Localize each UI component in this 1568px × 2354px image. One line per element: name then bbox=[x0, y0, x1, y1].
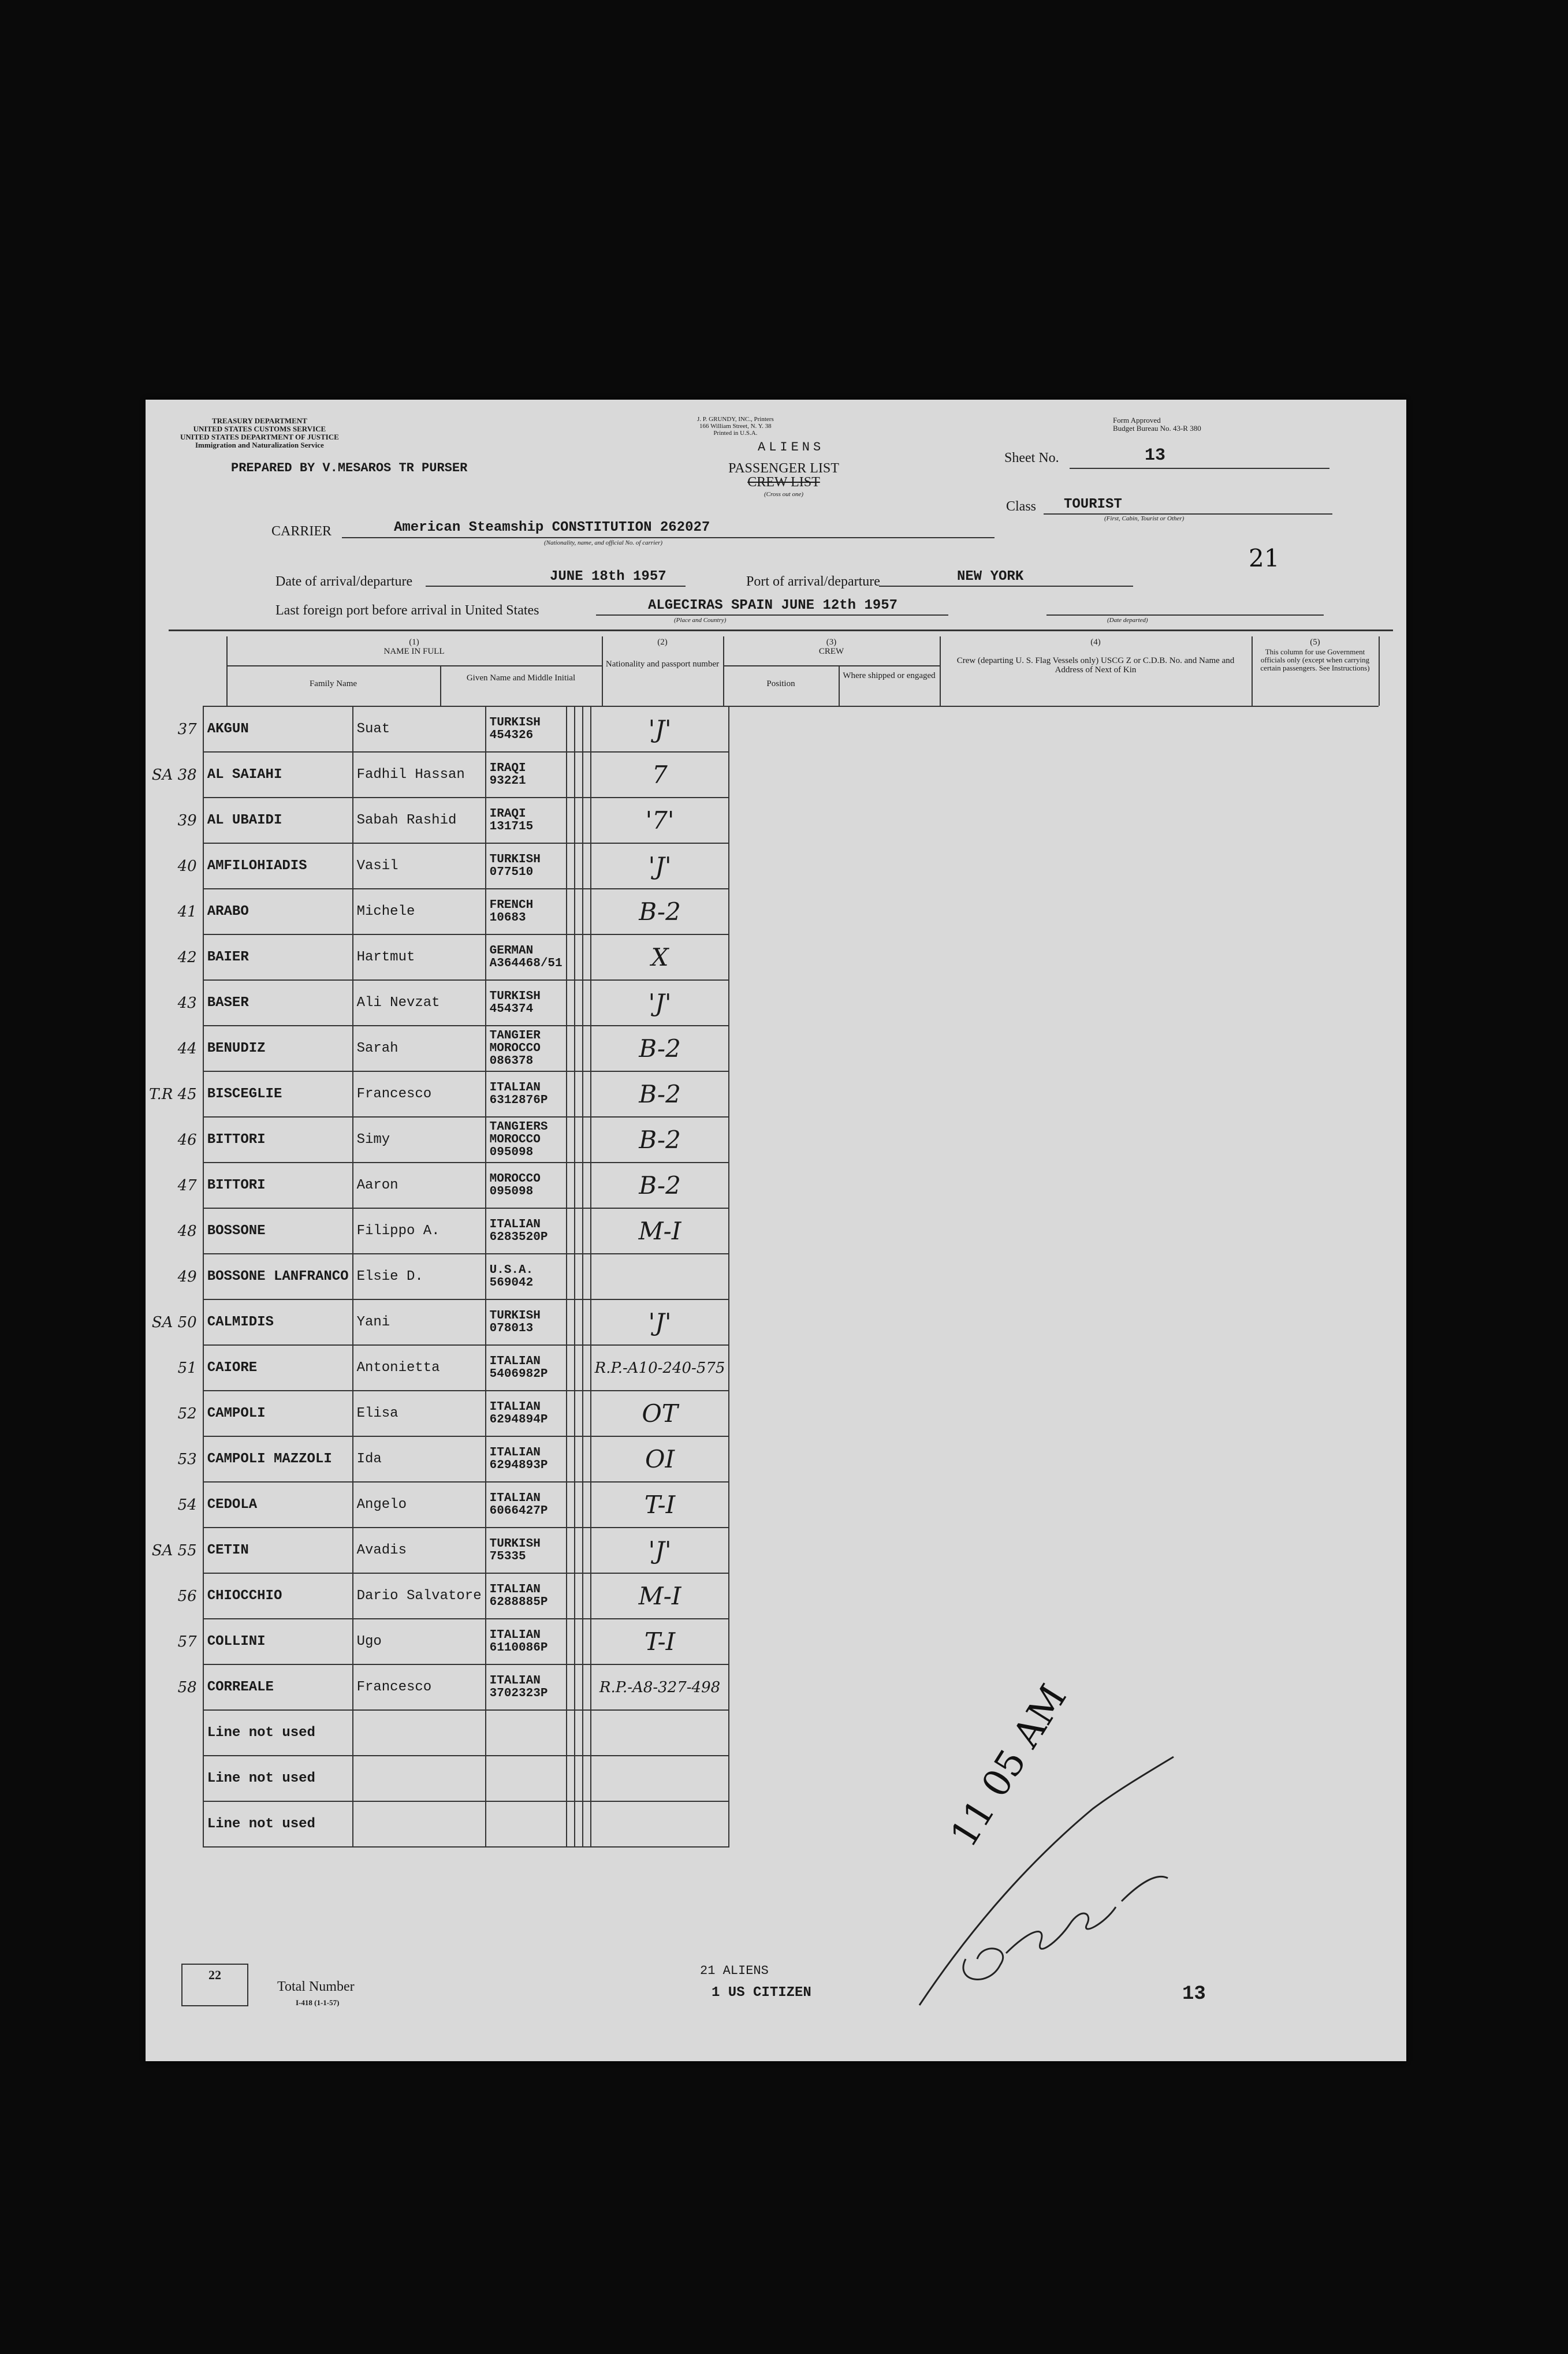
crew-next-of-kin bbox=[583, 1345, 591, 1391]
nationality-passport: TURKISH 75335 bbox=[486, 1528, 567, 1573]
crew-position bbox=[567, 798, 575, 843]
crew-next-of-kin bbox=[583, 1619, 591, 1664]
citizens-count: 1 US CITIZEN bbox=[712, 1985, 811, 2001]
printer-line: J. P. GRUNDY, INC., Printers bbox=[697, 416, 774, 423]
crew-shipped bbox=[575, 889, 583, 934]
given-name bbox=[353, 1756, 486, 1801]
agency-line: UNITED STATES DEPARTMENT OF JUSTICE bbox=[180, 433, 339, 441]
passenger-list-sheet bbox=[146, 400, 1406, 2061]
nationality-passport: TURKISH 077510 bbox=[486, 843, 567, 889]
official-notation: 'J' bbox=[591, 1299, 729, 1345]
official-notation: T-I bbox=[591, 1482, 729, 1528]
handwritten-number: 21 bbox=[1249, 544, 1280, 572]
crew-next-of-kin bbox=[583, 1299, 591, 1345]
last-port-label: Last foreign port before arrival in United States bbox=[275, 603, 539, 618]
nationality-passport: FRENCH 10683 bbox=[486, 889, 567, 934]
family-name: CAMPOLI bbox=[203, 1391, 353, 1436]
nationality-passport: ITALIAN 3702323P bbox=[486, 1664, 567, 1710]
crew-next-of-kin bbox=[583, 1756, 591, 1801]
crew-next-of-kin bbox=[583, 1573, 591, 1619]
family-name: BISCEGLIE bbox=[203, 1071, 353, 1117]
given-name: Ugo bbox=[353, 1619, 486, 1664]
total-label: Total Number bbox=[277, 1979, 355, 1994]
official-notation bbox=[591, 1756, 729, 1801]
line-number: 57 bbox=[146, 1619, 203, 1664]
crew-shipped bbox=[575, 1573, 583, 1619]
line-number: SA 55 bbox=[146, 1528, 203, 1573]
nationality-passport: ITALIAN 6283520P bbox=[486, 1208, 567, 1254]
table-row bbox=[146, 1528, 729, 1573]
nationality-passport: IRAQI 131715 bbox=[486, 798, 567, 843]
line-number: 37 bbox=[146, 706, 203, 752]
crew-position bbox=[567, 1619, 575, 1664]
nationality-passport: TURKISH 454326 bbox=[486, 706, 567, 752]
family-name: CALMIDIS bbox=[203, 1299, 353, 1345]
crew-next-of-kin bbox=[583, 889, 591, 934]
given-name: Sarah bbox=[353, 1026, 486, 1071]
official-notation: T-I bbox=[591, 1619, 729, 1664]
position-heading: Position bbox=[766, 679, 795, 688]
crew-shipped bbox=[575, 1756, 583, 1801]
family-name: Line not used bbox=[203, 1801, 353, 1847]
official-notation bbox=[591, 1801, 729, 1847]
line-number: 52 bbox=[146, 1391, 203, 1436]
line-number: 54 bbox=[146, 1482, 203, 1528]
crew-shipped bbox=[575, 1710, 583, 1756]
official-notation: B-2 bbox=[591, 1071, 729, 1117]
crew-shipped bbox=[575, 980, 583, 1026]
carrier-note: (Nationality, name, and official No. of carrier) bbox=[544, 539, 663, 546]
table-row bbox=[146, 1071, 729, 1117]
nationality-passport: TURKISH 454374 bbox=[486, 980, 567, 1026]
class-label: Class bbox=[1006, 499, 1037, 514]
nationality-passport: TANGIERS MOROCCO 095098 bbox=[486, 1117, 567, 1163]
aliens-count: 21 ALIENS bbox=[700, 1964, 769, 1978]
table-row bbox=[146, 1026, 729, 1071]
table-row bbox=[146, 1664, 729, 1710]
official-notation: M-I bbox=[591, 1208, 729, 1254]
arrival-label: Date of arrival/departure bbox=[275, 574, 413, 589]
official-notation: 'J' bbox=[591, 1528, 729, 1573]
crew-position bbox=[567, 1710, 575, 1756]
table-row bbox=[146, 798, 729, 843]
given-name: Aaron bbox=[353, 1163, 486, 1208]
agency-line: Immigration and Naturalization Service bbox=[195, 441, 324, 449]
line-number: 53 bbox=[146, 1436, 203, 1482]
carrier-label: CARRIER bbox=[271, 524, 332, 539]
nationality-passport: ITALIAN 6294894P bbox=[486, 1391, 567, 1436]
table-row bbox=[146, 752, 729, 798]
crew-position bbox=[567, 1482, 575, 1528]
family-name: BENUDIZ bbox=[203, 1026, 353, 1071]
family-name: BOSSONE bbox=[203, 1208, 353, 1254]
family-name: CETIN bbox=[203, 1528, 353, 1573]
given-name: Vasil bbox=[353, 843, 486, 889]
crew-next-of-kin bbox=[583, 752, 591, 798]
list-type-passenger: PASSENGER LIST bbox=[728, 461, 839, 476]
line-number: 48 bbox=[146, 1208, 203, 1254]
nationality-passport: ITALIAN 6110086P bbox=[486, 1619, 567, 1664]
table-row bbox=[146, 1208, 729, 1254]
crew-position bbox=[567, 1117, 575, 1163]
crew-next-of-kin bbox=[583, 1391, 591, 1436]
family-name: CORREALE bbox=[203, 1664, 353, 1710]
line-number: T.R 45 bbox=[146, 1071, 203, 1117]
official-notation: R.P.-A8-327-498 bbox=[591, 1664, 729, 1710]
crew-position bbox=[567, 1436, 575, 1482]
printer-block bbox=[697, 416, 774, 437]
crew-note-heading: Crew (departing U. S. Flag Vessels only) USCG Z or C.D.B. No. and Name and Address of Next of Kin bbox=[956, 656, 1235, 675]
crew-shipped bbox=[575, 706, 583, 752]
crew-next-of-kin bbox=[583, 1071, 591, 1117]
table-row bbox=[146, 843, 729, 889]
official-notation: B-2 bbox=[591, 889, 729, 934]
given-name: Ida bbox=[353, 1436, 486, 1482]
crew-position bbox=[567, 1071, 575, 1117]
table-row bbox=[146, 1801, 729, 1847]
crew-shipped bbox=[575, 1345, 583, 1391]
port-label: Port of arrival/departure bbox=[746, 574, 880, 589]
nationality-passport: GERMAN A364468/51 bbox=[486, 934, 567, 980]
given-name: Angelo bbox=[353, 1482, 486, 1528]
line-number: 42 bbox=[146, 934, 203, 980]
last-port-value: ALGECIRAS SPAIN JUNE 12th 1957 bbox=[648, 598, 898, 613]
table-row bbox=[146, 1710, 729, 1756]
list-type-crew: CREW LIST bbox=[747, 475, 820, 490]
nationality-passport: ITALIAN 6294893P bbox=[486, 1436, 567, 1482]
line-number: 47 bbox=[146, 1163, 203, 1208]
line-number: SA 38 bbox=[146, 752, 203, 798]
nationality-heading: Nationality and passport number bbox=[605, 660, 720, 669]
nationality-passport: ITALIAN 6312876P bbox=[486, 1071, 567, 1117]
table-row bbox=[146, 1391, 729, 1436]
official-notation: B-2 bbox=[591, 1026, 729, 1071]
col2-number: (2) bbox=[657, 638, 668, 647]
shipped-heading: Where shipped or engaged bbox=[843, 671, 936, 680]
given-name: Yani bbox=[353, 1299, 486, 1345]
table-row bbox=[146, 1619, 729, 1664]
table-row bbox=[146, 1117, 729, 1163]
crew-shipped bbox=[575, 1436, 583, 1482]
crew-next-of-kin bbox=[583, 934, 591, 980]
family-name: AKGUN bbox=[203, 706, 353, 752]
crew-heading: CREW bbox=[818, 647, 844, 656]
line-number: 43 bbox=[146, 980, 203, 1026]
crew-position bbox=[567, 1345, 575, 1391]
family-name: AMFILOHIADIS bbox=[203, 843, 353, 889]
nationality-passport bbox=[486, 1710, 567, 1756]
given-heading: Given Name and Middle Initial bbox=[466, 673, 576, 683]
table-row bbox=[146, 934, 729, 980]
crew-next-of-kin bbox=[583, 1482, 591, 1528]
given-name: Dario Salvatore bbox=[353, 1573, 486, 1619]
crew-position bbox=[567, 1801, 575, 1847]
crew-next-of-kin bbox=[583, 1664, 591, 1710]
crew-shipped bbox=[575, 1801, 583, 1847]
given-name: Elisa bbox=[353, 1391, 486, 1436]
form-number: I-418 (1-1-57) bbox=[296, 1998, 340, 2007]
family-heading: Family Name bbox=[309, 679, 357, 688]
class-value: TOURIST bbox=[1064, 497, 1122, 512]
given-name: Filippo A. bbox=[353, 1208, 486, 1254]
crew-position bbox=[567, 934, 575, 980]
total-box: 22 bbox=[181, 1964, 248, 2006]
crew-position bbox=[567, 706, 575, 752]
family-name: CHIOCCHIO bbox=[203, 1573, 353, 1619]
given-name: Suat bbox=[353, 706, 486, 752]
given-name bbox=[353, 1710, 486, 1756]
line-number: 39 bbox=[146, 798, 203, 843]
printer-line: Printed in U.S.A. bbox=[713, 430, 758, 437]
line-number: 44 bbox=[146, 1026, 203, 1071]
given-name: Elsie D. bbox=[353, 1254, 486, 1299]
given-name: Francesco bbox=[353, 1071, 486, 1117]
family-name: CEDOLA bbox=[203, 1482, 353, 1528]
nationality-passport: TANGIER MOROCCO 086378 bbox=[486, 1026, 567, 1071]
crew-shipped bbox=[575, 1299, 583, 1345]
crew-position bbox=[567, 1208, 575, 1254]
crew-next-of-kin bbox=[583, 1710, 591, 1756]
line-number bbox=[146, 1801, 203, 1847]
table-row bbox=[146, 1299, 729, 1345]
crew-next-of-kin bbox=[583, 843, 591, 889]
line-number: 56 bbox=[146, 1573, 203, 1619]
official-notation: '7' bbox=[591, 798, 729, 843]
crew-next-of-kin bbox=[583, 1026, 591, 1071]
crew-shipped bbox=[575, 1117, 583, 1163]
family-name: BITTORI bbox=[203, 1117, 353, 1163]
crew-position bbox=[567, 1254, 575, 1299]
family-name: CAMPOLI MAZZOLI bbox=[203, 1436, 353, 1482]
crew-next-of-kin bbox=[583, 706, 591, 752]
official-notation: 'J' bbox=[591, 980, 729, 1026]
page-number: 13 bbox=[1182, 1983, 1206, 2005]
crew-shipped bbox=[575, 843, 583, 889]
table-row bbox=[146, 889, 729, 934]
crew-next-of-kin bbox=[583, 980, 591, 1026]
crew-position bbox=[567, 1026, 575, 1071]
sheet-number: 13 bbox=[1145, 446, 1166, 465]
nationality-passport: ITALIAN 6066427P bbox=[486, 1482, 567, 1528]
crew-position bbox=[567, 1163, 575, 1208]
crew-position bbox=[567, 843, 575, 889]
aliens-stamp: ALIENS bbox=[758, 440, 825, 455]
port-value: NEW YORK bbox=[957, 569, 1024, 584]
crew-next-of-kin bbox=[583, 1163, 591, 1208]
official-notation: OI bbox=[591, 1436, 729, 1482]
nationality-passport: ITALIAN 5406982P bbox=[486, 1345, 567, 1391]
crew-shipped bbox=[575, 1664, 583, 1710]
family-name: CAIORE bbox=[203, 1345, 353, 1391]
cross-out-note: (Cross out one) bbox=[763, 491, 804, 498]
budget-bureau: Budget Bureau No. 43-R 380 bbox=[1113, 424, 1201, 433]
crew-shipped bbox=[575, 1482, 583, 1528]
nationality-passport bbox=[486, 1801, 567, 1847]
official-notation: B-2 bbox=[591, 1117, 729, 1163]
crew-shipped bbox=[575, 1619, 583, 1664]
given-name: Sabah Rashid bbox=[353, 798, 486, 843]
table-row bbox=[146, 1254, 729, 1299]
line-number: SA 50 bbox=[146, 1299, 203, 1345]
table-row bbox=[146, 706, 729, 752]
official-notation: OT bbox=[591, 1391, 729, 1436]
column-headings bbox=[226, 636, 1381, 706]
gov-note-heading: This column for use Government officials only (except when carrying certain passengers. See Instructions) bbox=[1260, 647, 1370, 672]
crew-next-of-kin bbox=[583, 1117, 591, 1163]
nationality-passport: U.S.A. 569042 bbox=[486, 1254, 567, 1299]
given-name: Simy bbox=[353, 1117, 486, 1163]
crew-next-of-kin bbox=[583, 1801, 591, 1847]
arrival-value: JUNE 18th 1957 bbox=[550, 569, 666, 584]
crew-next-of-kin bbox=[583, 798, 591, 843]
table-row bbox=[146, 1345, 729, 1391]
crew-shipped bbox=[575, 1026, 583, 1071]
official-notation: 'J' bbox=[591, 843, 729, 889]
table-row bbox=[146, 1573, 729, 1619]
family-name: BASER bbox=[203, 980, 353, 1026]
crew-position bbox=[567, 1528, 575, 1573]
crew-shipped bbox=[575, 1528, 583, 1573]
given-name bbox=[353, 1801, 486, 1847]
family-name: Line not used bbox=[203, 1710, 353, 1756]
line-number: 46 bbox=[146, 1117, 203, 1163]
printer-line: 166 William Street, N. Y. 38 bbox=[699, 423, 772, 430]
family-name: BAIER bbox=[203, 934, 353, 980]
given-name: Antonietta bbox=[353, 1345, 486, 1391]
crew-position bbox=[567, 1756, 575, 1801]
given-name: Hartmut bbox=[353, 934, 486, 980]
col3-number: (3) bbox=[826, 638, 837, 647]
family-name: BITTORI bbox=[203, 1163, 353, 1208]
family-name: BOSSONE LANFRANCO bbox=[203, 1254, 353, 1299]
nationality-passport: MOROCCO 095098 bbox=[486, 1163, 567, 1208]
col1-title: NAME IN FULL bbox=[383, 647, 445, 656]
official-notation: R.P.-A10-240-575 bbox=[591, 1345, 729, 1391]
handwritten-time: 11 05 AM bbox=[943, 1677, 1075, 1855]
col4-number: (4) bbox=[1090, 638, 1101, 647]
date-departed-note: (Date departed) bbox=[1107, 617, 1148, 624]
given-name: Fadhil Hassan bbox=[353, 752, 486, 798]
nationality-passport: IRAQI 93221 bbox=[486, 752, 567, 798]
crew-position bbox=[567, 1299, 575, 1345]
line-number: 51 bbox=[146, 1345, 203, 1391]
crew-next-of-kin bbox=[583, 1436, 591, 1482]
line-number bbox=[146, 1710, 203, 1756]
crew-position bbox=[567, 980, 575, 1026]
crew-shipped bbox=[575, 1254, 583, 1299]
nationality-passport: ITALIAN 6288885P bbox=[486, 1573, 567, 1619]
family-name: ARABO bbox=[203, 889, 353, 934]
crew-shipped bbox=[575, 1208, 583, 1254]
table-row bbox=[146, 1163, 729, 1208]
crew-next-of-kin bbox=[583, 1208, 591, 1254]
handwritten-signature bbox=[896, 1740, 1243, 2028]
agency-block bbox=[180, 417, 339, 449]
crew-shipped bbox=[575, 752, 583, 798]
family-name: AL UBAIDI bbox=[203, 798, 353, 843]
crew-shipped bbox=[575, 1163, 583, 1208]
table-row bbox=[146, 1756, 729, 1801]
crew-shipped bbox=[575, 934, 583, 980]
line-number bbox=[146, 1756, 203, 1801]
sheet-label: Sheet No. bbox=[1004, 450, 1059, 465]
line-number: 49 bbox=[146, 1254, 203, 1299]
crew-position bbox=[567, 752, 575, 798]
official-notation: B-2 bbox=[591, 1163, 729, 1208]
nationality-passport: TURKISH 078013 bbox=[486, 1299, 567, 1345]
crew-shipped bbox=[575, 798, 583, 843]
agency-line: UNITED STATES CUSTOMS SERVICE bbox=[193, 424, 326, 433]
official-notation: X bbox=[591, 934, 729, 980]
given-name: Avadis bbox=[353, 1528, 486, 1573]
crew-position bbox=[567, 1391, 575, 1436]
official-notation: 'J' bbox=[591, 706, 729, 752]
official-notation: M-I bbox=[591, 1573, 729, 1619]
prepared-by: PREPARED BY V.MESAROS TR PURSER bbox=[231, 461, 468, 475]
given-name: Ali Nevzat bbox=[353, 980, 486, 1026]
crew-position bbox=[567, 889, 575, 934]
crew-shipped bbox=[575, 1391, 583, 1436]
crew-position bbox=[567, 1664, 575, 1710]
family-name: AL SAIAHI bbox=[203, 752, 353, 798]
carrier-value: American Steamship CONSTITUTION 262027 bbox=[394, 520, 710, 535]
crew-next-of-kin bbox=[583, 1528, 591, 1573]
place-note: (Place and Country) bbox=[674, 617, 727, 624]
line-number: 40 bbox=[146, 843, 203, 889]
official-notation: 7 bbox=[591, 752, 729, 798]
crew-position bbox=[567, 1573, 575, 1619]
col5-number: (5) bbox=[1310, 638, 1320, 647]
line-number: 41 bbox=[146, 889, 203, 934]
crew-next-of-kin bbox=[583, 1254, 591, 1299]
class-note: (First, Cabin, Tourist or Other) bbox=[1104, 515, 1185, 522]
crew-shipped bbox=[575, 1071, 583, 1117]
official-notation bbox=[591, 1710, 729, 1756]
given-name: Michele bbox=[353, 889, 486, 934]
given-name: Francesco bbox=[353, 1664, 486, 1710]
table-row bbox=[146, 1436, 729, 1482]
family-name: Line not used bbox=[203, 1756, 353, 1801]
col1-number: (1) bbox=[409, 638, 419, 647]
table-row bbox=[146, 1482, 729, 1528]
family-name: COLLINI bbox=[203, 1619, 353, 1664]
nationality-passport bbox=[486, 1756, 567, 1801]
agency-line: TREASURY DEPARTMENT bbox=[211, 416, 307, 425]
form-approved: Form Approved bbox=[1113, 416, 1161, 424]
table-row bbox=[146, 980, 729, 1026]
official-notation bbox=[591, 1254, 729, 1299]
line-number: 58 bbox=[146, 1664, 203, 1710]
